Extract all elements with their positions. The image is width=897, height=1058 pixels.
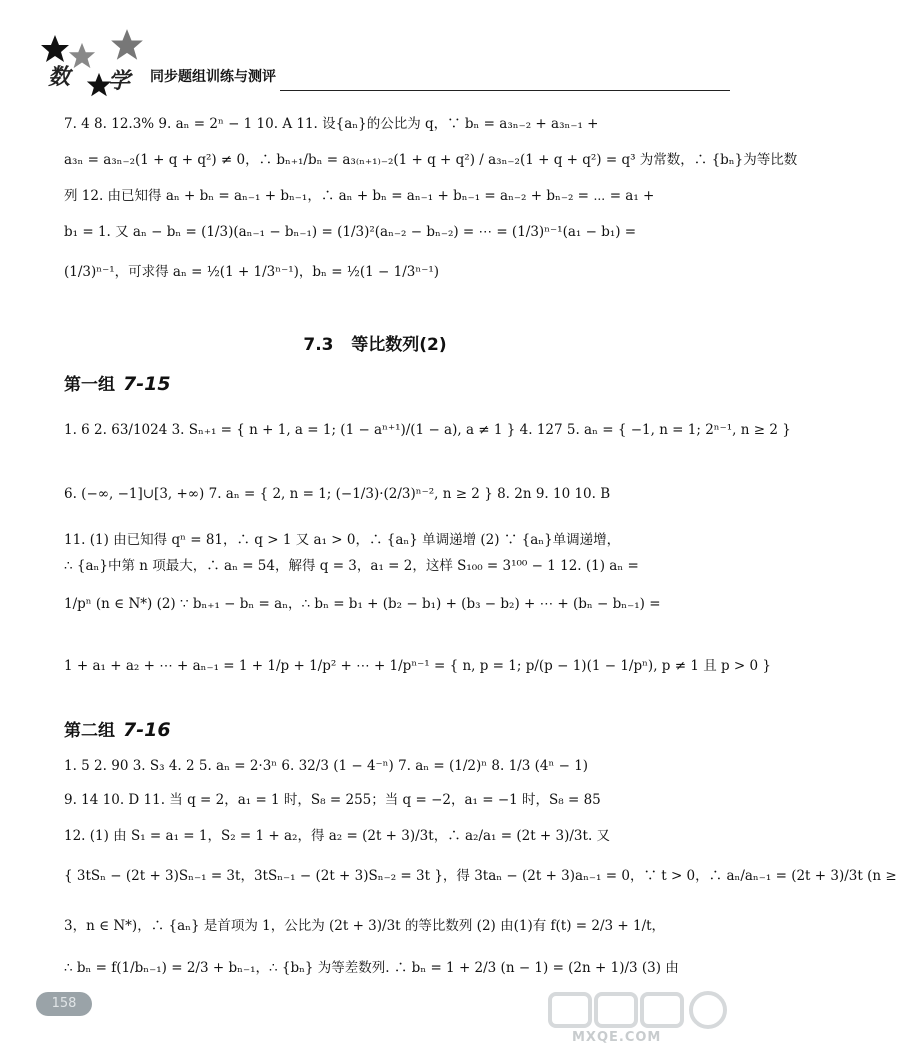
answer-line: 6. (−∞, −1]∪[3, +∞) 7. aₙ = { 2, n = 1; (−1/3)·(2/3)ⁿ⁻², n ≥ 2 } 8. 2n 9. 10 10. B (64, 486, 611, 502)
answer-line: 7. 4 8. 12.3% 9. aₙ = 2ⁿ − 1 10. A 11. 设{aₙ}的公比为 q，∵ bₙ = a₃ₙ₋₂ + a₃ₙ₋₁ + (64, 116, 599, 132)
subject-char: 学 (108, 68, 131, 94)
series-title: 同步题组训练与测评 (150, 69, 276, 85)
answer-line: 1. 5 2. 90 3. S₃ 4. 2 5. aₙ = 2·3ⁿ 6. 32/3 (1 − 4⁻ⁿ) 7. aₙ = (1/2)ⁿ 8. 1/3 (4ⁿ − 1) (64, 758, 589, 774)
answer-line: ∴ bₙ = f(1/bₙ₋₁) = 2/3 + bₙ₋₁，∴ {bₙ} 为等差数列. ∴ bₙ = 1 + 2/3 (n − 1) = (2n + 1)/3 (3) 由 (64, 960, 679, 976)
watermark-text: MXQE.COM (572, 1030, 662, 1045)
answer-line: 12. (1) 由 S₁ = a₁ = 1，S₂ = 1 + a₂，得 a₂ = (2t + 3)/3t，∴ a₂/a₁ = (2t + 3)/3t. 又 (64, 828, 611, 844)
section-number: 7.3 (303, 335, 334, 355)
answer-line: 1/pⁿ (n ∈ N*) (2) ∵ bₙ₊₁ − bₙ = aₙ，∴ bₙ = b₁ + (b₂ − b₁) + (b₃ − b₂) + ⋯ + (bₙ − bₙ₋₁) = (64, 596, 661, 612)
page-number: 158 (36, 992, 92, 1016)
answer-line: a₃ₙ = a₃ₙ₋₂(1 + q + q²) ≠ 0，∴ bₙ₊₁/bₙ = a₃₍ₙ₊₁₎₋₂(1 + q + q²) / a₃ₙ₋₂(1 + q + q²) = q³ 为常数，∴ {bₙ}为等比数 (64, 152, 798, 168)
header-rule (280, 90, 730, 91)
answer-line: 11. (1) 由已知得 qⁿ = 81，∴ q > 1 又 a₁ > 0，∴ {aₙ} 单调递增 (2) ∵ {aₙ}单调递增， (64, 532, 621, 548)
answer-line: (1/3)ⁿ⁻¹，可求得 aₙ = ½(1 + 1/3ⁿ⁻¹)，bₙ = ½(1 − 1/3ⁿ⁻¹) (64, 264, 440, 280)
group-heading (64, 370, 171, 395)
group-label: 第二组 (64, 721, 115, 741)
star-icon (110, 28, 144, 62)
section-name: 等比数列(2) (351, 335, 447, 355)
answer-line: 列 12. 由已知得 aₙ + bₙ = aₙ₋₁ + bₙ₋₁，∴ aₙ + bₙ = aₙ₋₁ + bₙ₋₁ = aₙ₋₂ + bₙ₋₂ = ⋯ = a₁ + (64, 188, 655, 204)
section-title (0, 330, 750, 355)
answer-line: { 3tSₙ − (2t + 3)Sₙ₋₁ = 3t，3tSₙ₋₁ − (2t + 3)Sₙ₋₂ = 3t }，得 3taₙ − (2t + 3)aₙ₋₁ = 0，∵ t > 0，∴ aₙ/aₙ₋₁ = (2t + 3)/3t (n ≥ (64, 868, 897, 884)
group-heading (64, 716, 171, 741)
group-code: 7-16 (123, 719, 171, 741)
group-code: 7-15 (123, 373, 171, 395)
page-header (40, 28, 730, 103)
star-icon (68, 42, 96, 70)
answer-line: 1. 6 2. 63/1024 3. Sₙ₊₁ = { n + 1, a = 1; (1 − aⁿ⁺¹)/(1 − a), a ≠ 1 } 4. 127 5. aₙ = { −1, n = 1; 2ⁿ⁻¹, n ≥ 2 } (64, 422, 791, 438)
group-label: 第一组 (64, 375, 115, 395)
answer-line: 3，n ∈ N*)，∴ {aₙ} 是首项为 1，公比为 (2t + 3)/3t 的等比数列 (2) 由(1)有 f(t) = 2/3 + 1/t， (64, 918, 666, 934)
answer-line: 1 + a₁ + a₂ + ⋯ + aₙ₋₁ = 1 + 1/p + 1/p² + ⋯ + 1/pⁿ⁻¹ = { n, p = 1; p/(p − 1)(1 − 1/pⁿ), p ≠ 1 且 p > 0 } (64, 658, 771, 674)
answer-line: 9. 14 10. D 11. 当 q = 2，a₁ = 1 时，S₈ = 255；当 q = −2，a₁ = −1 时，S₈ = 85 (64, 792, 601, 808)
answer-line: b₁ = 1. 又 aₙ − bₙ = (1/3)(aₙ₋₁ − bₙ₋₁) = (1/3)²(aₙ₋₂ − bₙ₋₂) = ⋯ = (1/3)ⁿ⁻¹(a₁ − b₁) = (64, 224, 637, 240)
answer-line: ∴ {aₙ}中第 n 项最大，∴ aₙ = 54，解得 q = 3，a₁ = 2，这样 S₁₀₀ = 3¹⁰⁰ − 1 12. (1) aₙ = (64, 558, 639, 574)
subject-char: 数 (48, 64, 71, 90)
